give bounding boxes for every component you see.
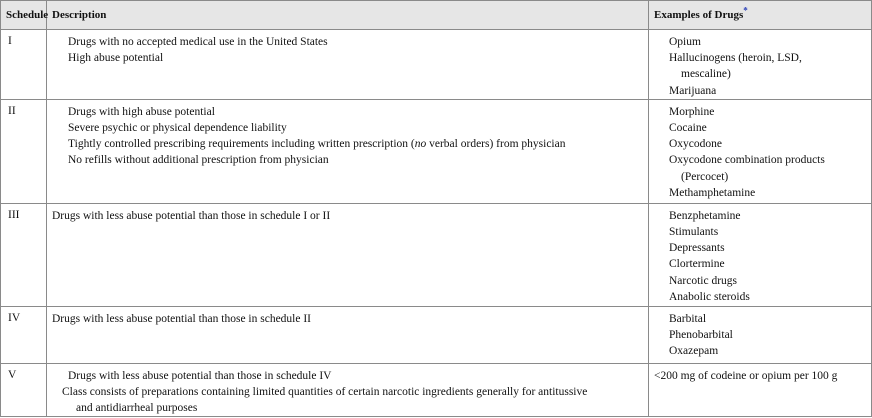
description-cell bbox=[47, 306, 649, 363]
description-cell bbox=[47, 203, 649, 306]
description-text: Tightly controlled prescribing requirements including written prescription ( bbox=[68, 138, 415, 151]
examples-cell bbox=[649, 203, 872, 306]
description-line: No refills without additional prescription from physician bbox=[68, 154, 329, 167]
example-item: Stimulants bbox=[669, 226, 719, 239]
examples-cell bbox=[649, 99, 872, 203]
description-line: Drugs with no accepted medical use in the United States bbox=[68, 36, 328, 48]
header-examples-label: Examples of Drugs bbox=[654, 9, 744, 21]
description-cell bbox=[47, 99, 649, 203]
table-row bbox=[1, 99, 872, 203]
description-line-continued: and antidiarrheal purposes bbox=[76, 402, 198, 415]
example-item: Narcotic drugs bbox=[669, 274, 738, 287]
description-cell bbox=[47, 30, 649, 100]
examples-cell bbox=[649, 363, 872, 417]
description-text: verbal orders) from physician bbox=[426, 138, 566, 151]
header-schedule: Schedule bbox=[1, 1, 47, 30]
examples-cell bbox=[649, 30, 872, 100]
example-item: Methamphetamine bbox=[669, 186, 756, 199]
footnote-marker[interactable]: * bbox=[743, 5, 748, 16]
example-item: Depressants bbox=[669, 242, 725, 255]
table-row bbox=[1, 306, 872, 363]
example-item: Opium bbox=[669, 36, 701, 48]
example-item: <200 mg of codeine or opium per 100 g bbox=[654, 369, 838, 382]
example-item-continued: (Percocet) bbox=[681, 170, 729, 183]
description-line: Drugs with high abuse potential bbox=[68, 105, 215, 118]
example-item: Oxycodone combination products bbox=[669, 154, 825, 167]
header-description: Description bbox=[47, 1, 649, 30]
description-line bbox=[52, 136, 648, 152]
example-item: Clortermine bbox=[669, 258, 725, 271]
table-row bbox=[1, 363, 872, 417]
example-item-continued: mescaline) bbox=[681, 68, 731, 81]
description-emphasis: no bbox=[414, 138, 427, 151]
example-item: Hallucinogens (heroin, LSD, bbox=[669, 52, 802, 65]
description-line: Drugs with less abuse potential than those in schedule II bbox=[52, 312, 312, 325]
header-row bbox=[1, 1, 872, 30]
schedule-cell: V bbox=[1, 363, 47, 417]
table-row bbox=[1, 203, 872, 306]
example-item: Oxazepam bbox=[669, 345, 719, 358]
example-item: Phenobarbital bbox=[669, 329, 733, 342]
table-row bbox=[1, 30, 872, 100]
description-line: High abuse potential bbox=[68, 52, 164, 65]
header-examples bbox=[649, 1, 872, 30]
schedule-cell: IV bbox=[1, 306, 47, 363]
schedule-cell: III bbox=[1, 203, 47, 306]
example-item: Oxycodone bbox=[669, 138, 723, 151]
examples-cell bbox=[649, 306, 872, 363]
example-item: Barbital bbox=[669, 312, 707, 325]
schedule-cell: I bbox=[1, 30, 47, 100]
example-item: Morphine bbox=[669, 105, 715, 118]
schedule-cell: II bbox=[1, 99, 47, 203]
example-item: Cocaine bbox=[669, 122, 707, 135]
description-line: Severe psychic or physical dependence liability bbox=[68, 122, 287, 135]
example-item: Anabolic steroids bbox=[669, 290, 750, 303]
description-line: Class consists of preparations containing limited quantities of certain narcotic ingredients generally for antitussive bbox=[62, 386, 588, 399]
example-item: Marijuana bbox=[669, 84, 717, 97]
description-cell bbox=[47, 363, 649, 417]
description-line: Drugs with less abuse potential than those in schedule I or II bbox=[52, 209, 331, 222]
description-line: Drugs with less abuse potential than those in schedule IV bbox=[68, 369, 332, 382]
example-item: Benzphetamine bbox=[669, 209, 741, 222]
